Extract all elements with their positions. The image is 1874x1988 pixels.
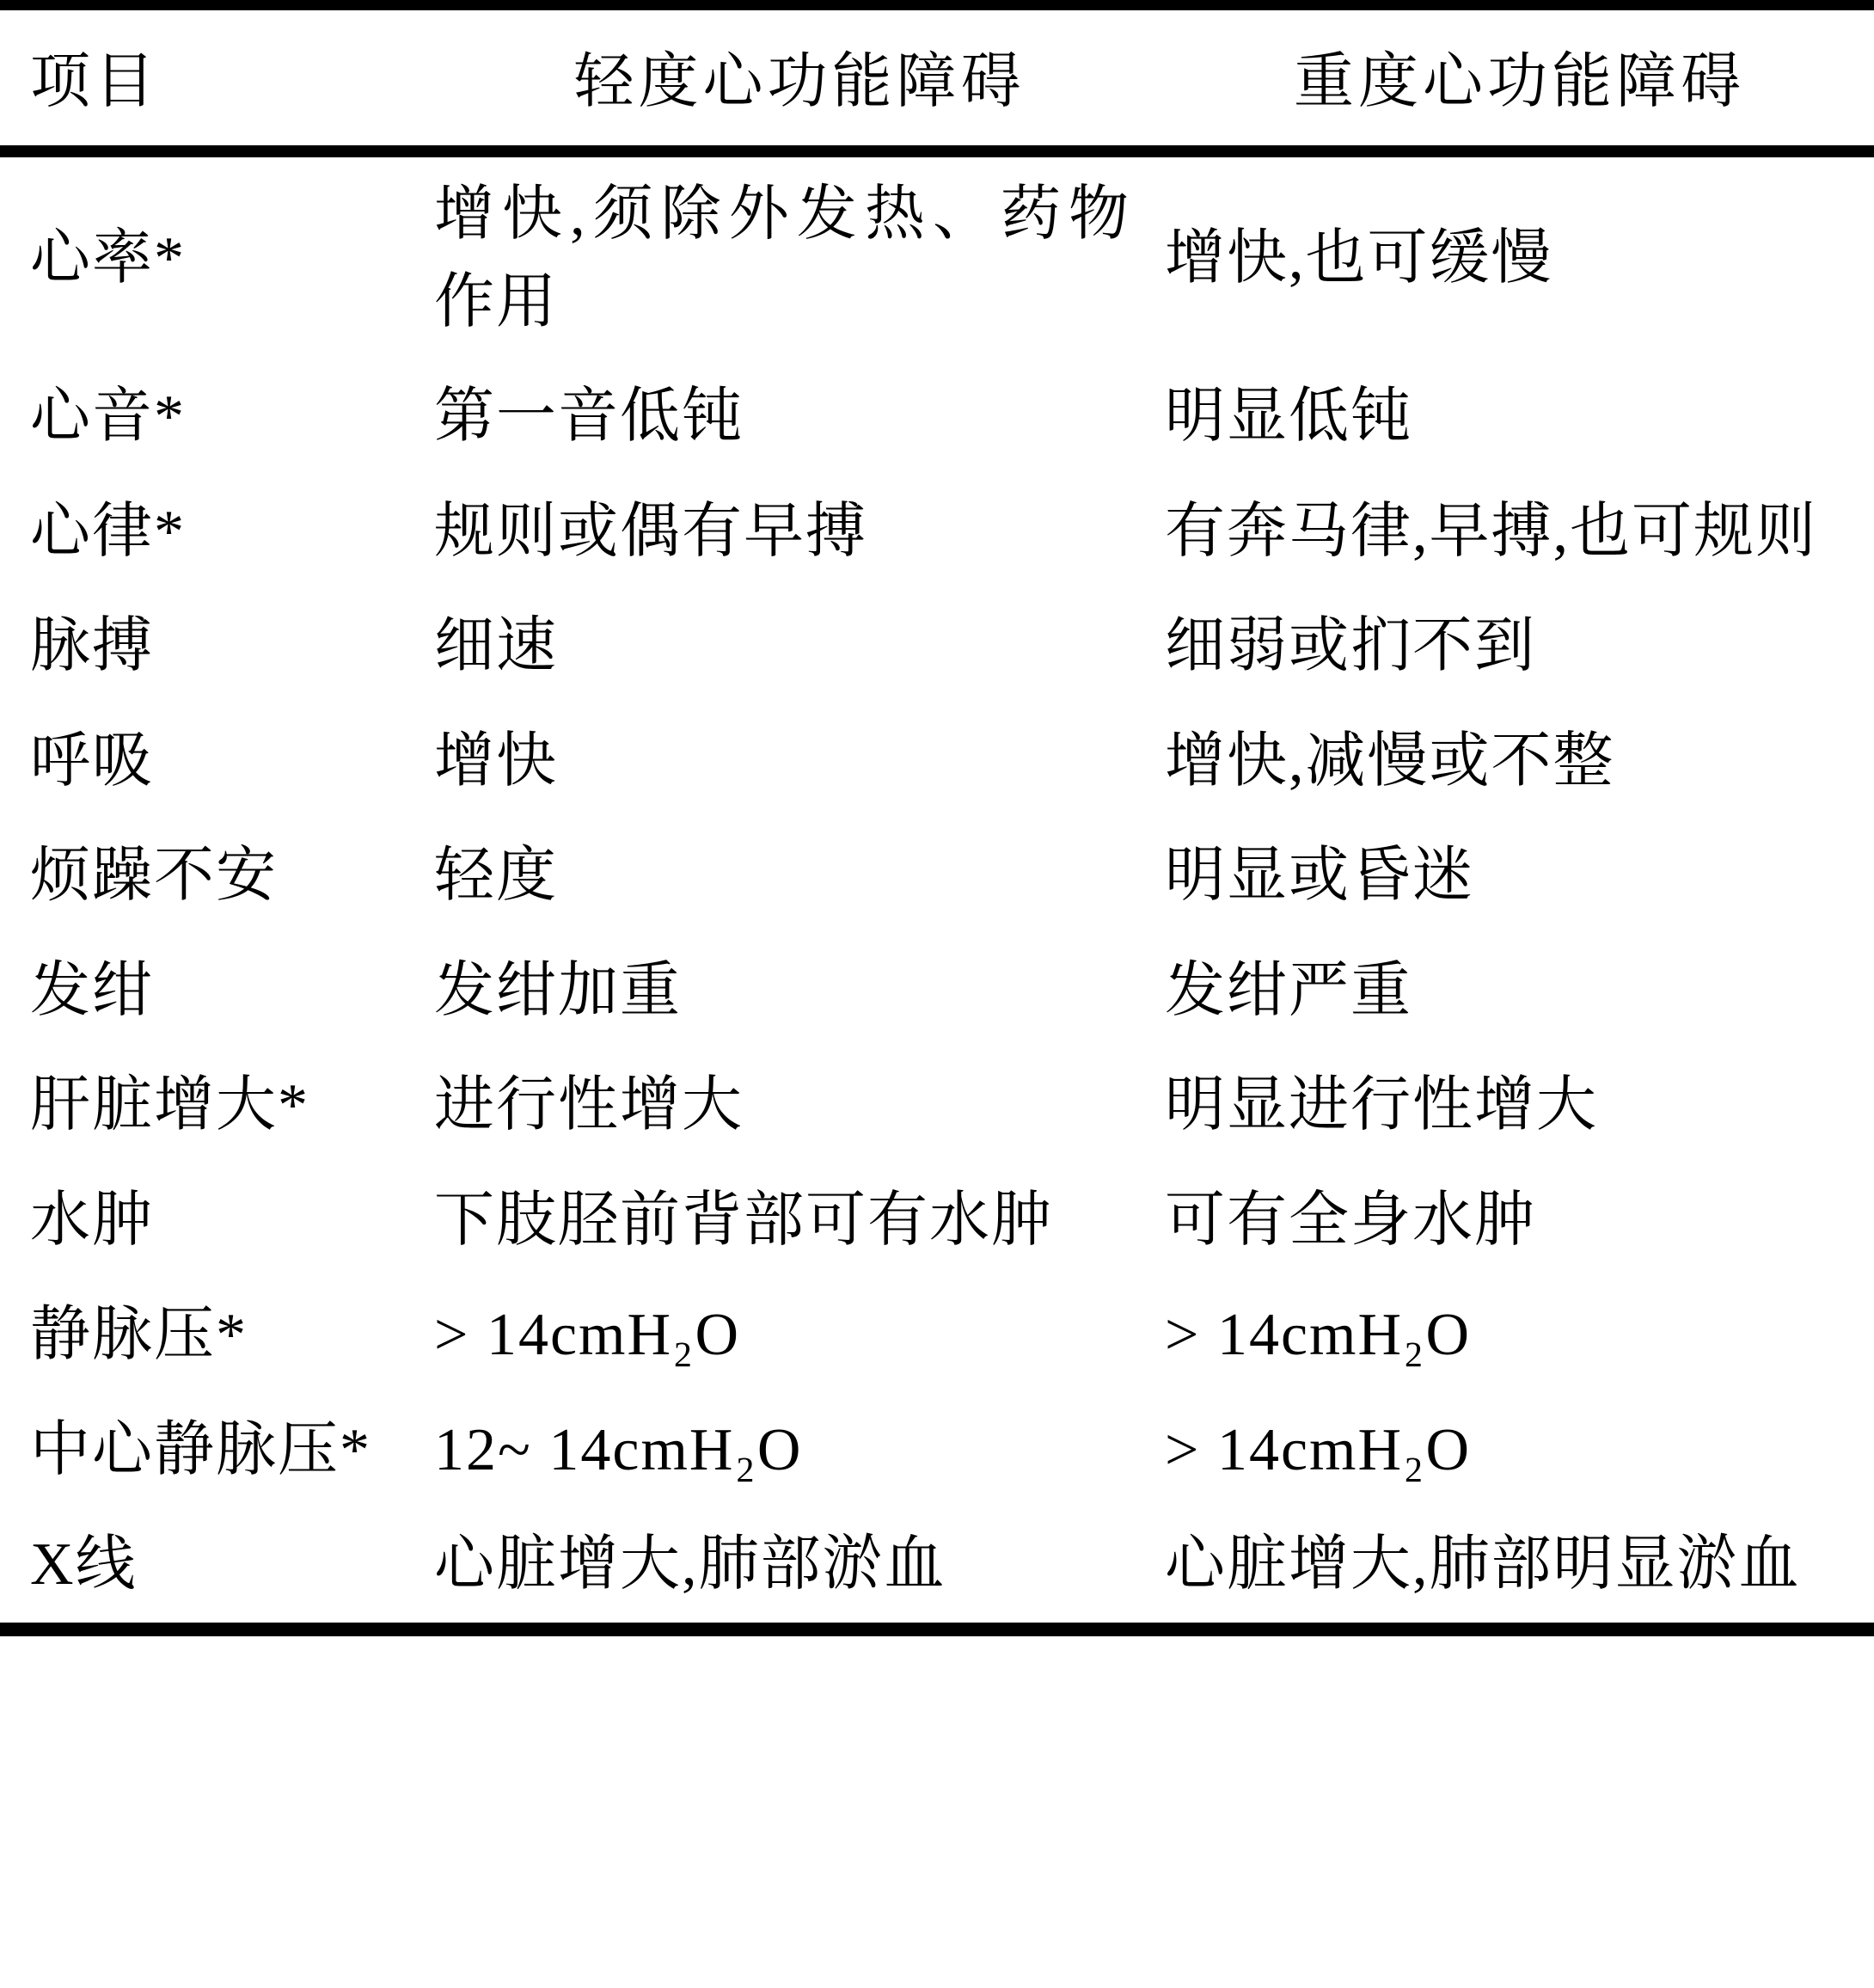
cell-item: 呼吸 — [30, 727, 154, 795]
cell-item: 心律* — [30, 498, 186, 565]
cell-item: 发绀 — [30, 957, 154, 1024]
table-row — [0, 589, 1874, 704]
cell-severe: 细弱或扪不到 — [1165, 613, 1536, 679]
cell-item: 肝脏增大* — [30, 1072, 309, 1138]
cell-mild: 增快 — [434, 727, 558, 795]
cell-item: 脉搏 — [30, 613, 154, 679]
cell-item: 中心静脉压* — [30, 1416, 371, 1483]
table-row — [0, 819, 1874, 934]
cell-severe: 明显低钝 — [1165, 383, 1412, 450]
cell-severe: > 14cmH₂O — [1165, 1416, 1472, 1483]
cell-mild: 第一音低钝 — [434, 383, 744, 450]
table-row — [0, 1393, 1874, 1508]
table-row — [0, 1048, 1874, 1163]
table-row — [0, 1507, 1874, 1629]
cell-item: 心音* — [30, 383, 186, 450]
cell-severe: 增快,减慢或不整 — [1165, 727, 1615, 795]
cell-mild: 轻度 — [434, 843, 558, 909]
column-header-mild-dysfunction: 轻度心功能障碍 — [434, 5, 1165, 151]
cell-mild: 规则或偶有早搏 — [434, 498, 867, 565]
cell-severe: 明显或昏迷 — [1165, 843, 1474, 909]
cell-severe: > 14cmH₂O — [1165, 1302, 1472, 1368]
table-row — [0, 934, 1874, 1049]
cell-item: 心率* — [30, 224, 186, 291]
cell-mild: 进行性增大 — [434, 1072, 744, 1138]
cell-mild: 发绀加重 — [434, 957, 682, 1024]
cell-mild: 细速 — [434, 613, 558, 679]
cell-item: 水肿 — [30, 1187, 154, 1254]
table-row — [0, 475, 1874, 590]
cell-severe: 增快,也可缓慢 — [1165, 224, 1553, 291]
table-header — [0, 5, 1874, 151]
cell-severe: 明显进行性增大 — [1165, 1072, 1598, 1138]
cell-item: 烦躁不安 — [30, 843, 278, 909]
cell-item: 静脉压* — [30, 1302, 248, 1368]
cell-severe: 可有全身水肿 — [1165, 1187, 1536, 1254]
cell-severe: 有奔马律,早搏,也可规则 — [1165, 498, 1817, 565]
cell-severe: 发绀严重 — [1165, 957, 1412, 1024]
column-header-severe-dysfunction: 重度心功能障碍 — [1165, 5, 1874, 151]
header-row — [0, 5, 1874, 151]
cell-mild: > 14cmH₂O — [434, 1302, 741, 1368]
cell-severe: 心脏增大,肺部明显淤血 — [1165, 1531, 1801, 1598]
table-row — [0, 704, 1874, 819]
column-header-item: 项目 — [0, 5, 434, 151]
cell-mild: 下肢胫前背部可有水肿 — [434, 1187, 1053, 1254]
cell-mild: 增快,须除外发热、药物作用 — [434, 181, 1130, 335]
table-row — [0, 151, 1874, 359]
table-row — [0, 1163, 1874, 1279]
table-body — [0, 151, 1874, 1629]
cell-mild: 心脏增大,肺部淤血 — [434, 1531, 946, 1598]
cell-mild: 12~ 14cmH₂O — [434, 1416, 803, 1483]
table-row — [0, 359, 1874, 475]
cell-item: X线 — [30, 1531, 138, 1598]
table-row — [0, 1278, 1874, 1393]
